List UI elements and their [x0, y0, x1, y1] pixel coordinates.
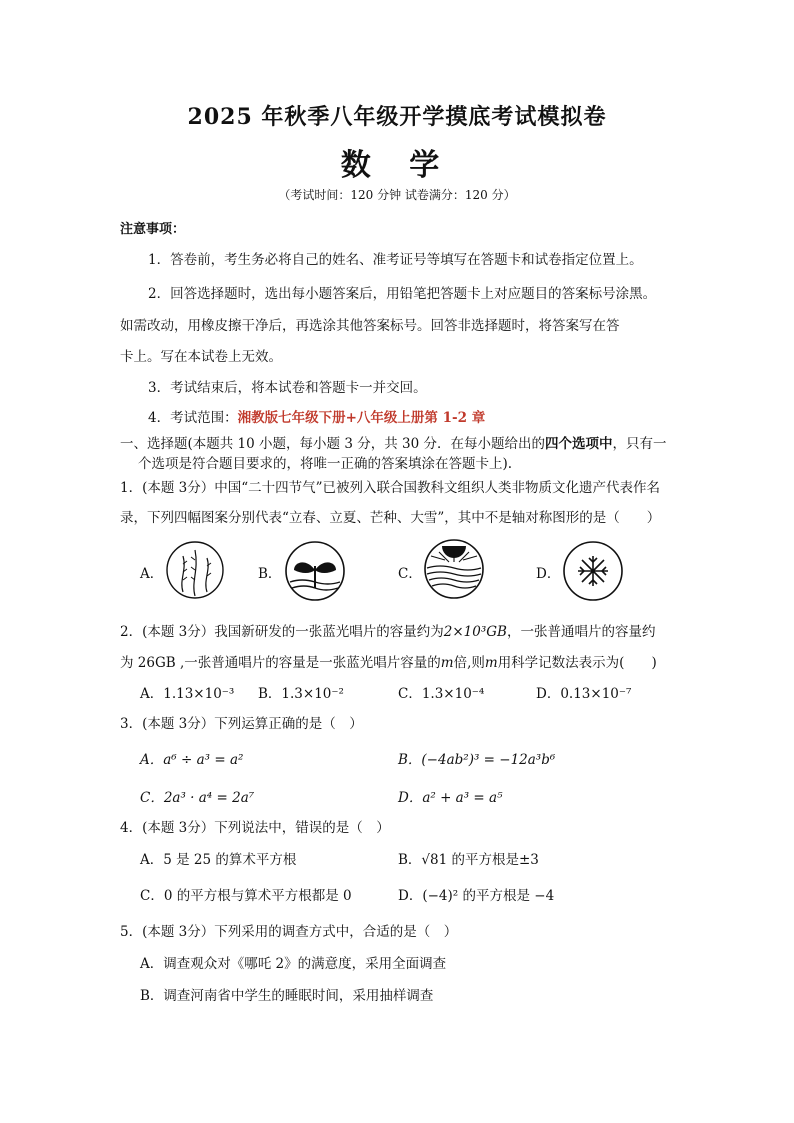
- q2-capacity: 2×10³GB: [443, 624, 507, 640]
- lichun-grass-icon: [165, 540, 225, 604]
- q4-option-c: C．0 的平方根与算术平方根都是 0: [140, 888, 352, 904]
- q2-text-c: 为 26GB ,一张普通唱片的容量是一张蓝光唱片容量的: [120, 655, 441, 671]
- section-1-text-a: 一、选择题(本题共 10 小题，每小题 3 分，共 30 分．在每小题给出的: [120, 436, 545, 452]
- section-1-emphasis: 四个选项中: [544, 436, 613, 452]
- question-2-line2: [120, 651, 657, 671]
- q2-text-b: ，一张普通唱片的容量约: [506, 624, 656, 640]
- notice-item-1: 1．答卷前，考生务必将自己的姓名、准考证号等填写在答题卡和试卷指定位置上。: [148, 252, 643, 268]
- q4-option-b: B．√81 的平方根是±3: [398, 852, 539, 868]
- question-1-line2: 录，下列四幅图案分别代表“立春、立夏、芒种、大雪”，其中不是轴对称图形的是（ ）: [120, 510, 661, 526]
- q2-text-d: 倍,则: [453, 655, 485, 671]
- section-1-line1: [120, 432, 666, 452]
- q2-option-c: C．1.3×10⁻⁴: [398, 686, 485, 702]
- q2-option-b: B．1.3×10⁻²: [258, 686, 344, 702]
- notice-heading: 注意事项：: [120, 222, 186, 237]
- question-5-stem: 5．(本题 3分）下列采用的调查方式中，合适的是（ ）: [120, 924, 458, 940]
- notice-item-3: 3．考试结束后，将本试卷和答题卡一并交回。: [148, 380, 427, 396]
- lixia-sprout-icon: [284, 540, 346, 606]
- question-1-line1: 1．(本题 3分）中国“二十四节气”已被列入联合国教科文组织人类非物质文化遗产代表作名: [120, 480, 661, 496]
- daxue-snowflake-icon: [562, 540, 624, 606]
- question-3-stem: 3．(本题 3分）下列运算正确的是（ ）: [120, 716, 363, 732]
- question-2-line1: [120, 620, 655, 640]
- mangzhong-sun-icon: [423, 538, 485, 604]
- q1-option-b-label: B．: [258, 566, 282, 582]
- subject-title: 数 学: [340, 148, 454, 183]
- q5-option-a: A．调查观众对《哪吒 2》的满意度，采用全面调查: [140, 956, 447, 972]
- q2-text-a: 2．(本题 3分）我国新研发的一张蓝光唱片的容量约为: [120, 624, 444, 640]
- q4-option-a: A．5 是 25 的算术平方根: [140, 852, 297, 868]
- q3-option-b: B．(−4ab²)³ = −12a³b⁶: [398, 752, 556, 768]
- q5-option-b: B．调查河南省中学生的睡眠时间，采用抽样调查: [140, 988, 434, 1004]
- notice-item-2-line3: 卡上。写在本试卷上无效。: [120, 349, 282, 365]
- q2-text-e: 用科学记数法表示为( ): [497, 655, 657, 671]
- q3-option-d: D．a² + a³ = a⁵: [398, 790, 503, 806]
- q2-m-var-2: m: [484, 655, 498, 671]
- notice-item-2-line2: 如需改动，用橡皮擦干净后，再选涂其他答案标号。回答非选择题时，将答案写在答: [120, 318, 620, 334]
- q3-option-a: A．a⁶ ÷ a³ = a²: [140, 752, 244, 768]
- question-4-stem: 4．(本题 3分）下列说法中，错误的是（ ）: [120, 820, 390, 836]
- page-title: 2025 年秋季八年级开学摸底考试模拟卷: [187, 104, 607, 130]
- exam-meta: （考试时间：120 分钟 试卷满分：120 分）: [278, 188, 516, 202]
- q3-option-c: C．2a³ · a⁴ = 2a⁷: [140, 790, 255, 806]
- q2-option-a: A．1.13×10⁻³: [140, 686, 235, 702]
- q2-option-d: D．0.13×10⁻⁷: [536, 686, 632, 702]
- q1-option-d-label: D．: [536, 566, 561, 582]
- notice-item-2-line1: 2．回答选择题时，选出每小题答案后，用铅笔把答题卡上对应题目的答案标号涂黑。: [148, 286, 657, 302]
- q4-option-d: D．(−4)² 的平方根是 −4: [398, 888, 555, 904]
- notice-item-4-prefix: 4．考试范围：: [148, 410, 238, 426]
- q2-m-var-1: m: [440, 655, 454, 671]
- q1-option-c-label: C．: [398, 566, 422, 582]
- exam-range: 湘教版七年级下册+八年级上册第 1-2 章: [237, 410, 486, 426]
- q1-option-a-label: A．: [140, 566, 164, 582]
- notice-item-4: [148, 406, 485, 426]
- section-1-line2: 个选项是符合题目要求的，将唯一正确的答案填涂在答题卡上).: [138, 456, 513, 472]
- section-1-text-b: ，只有一: [612, 436, 667, 452]
